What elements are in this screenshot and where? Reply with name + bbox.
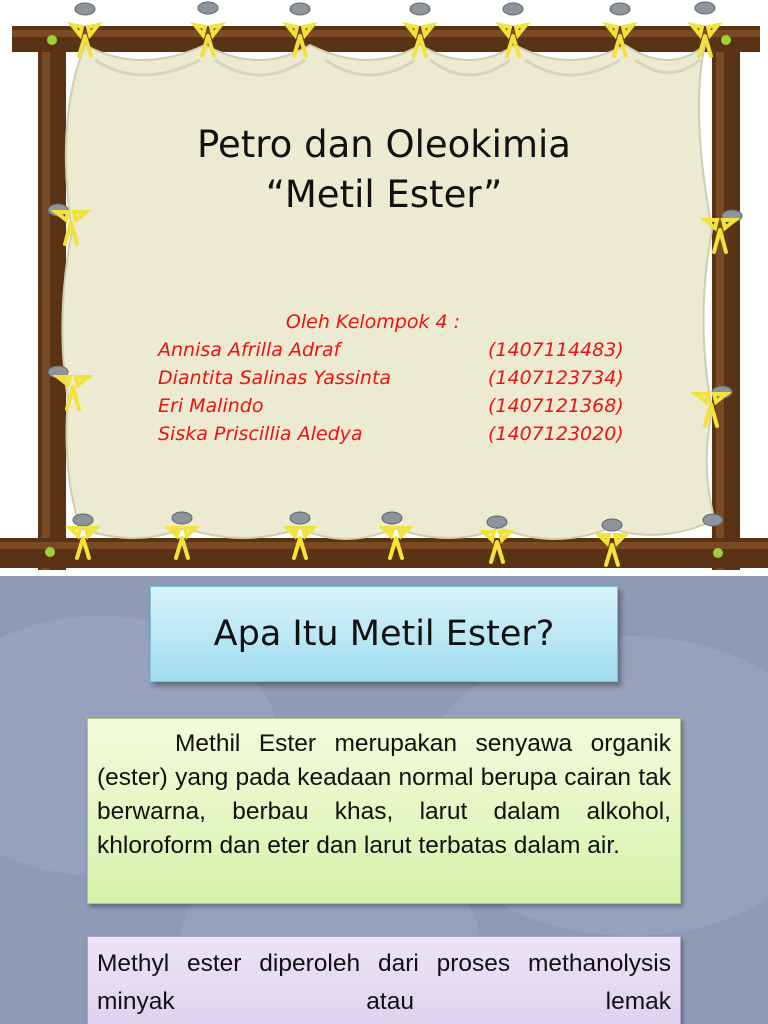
- member-name: Siska Priscillia Aledya: [158, 423, 363, 445]
- process-paragraph: Methyl ester diperoleh dari proses methanolysis minyak atau lemak: [87, 936, 681, 1024]
- group-heading: Oleh Kelompok 4 :: [285, 311, 461, 333]
- member-row: [158, 336, 628, 364]
- definition-paragraph: Methil Ester merupakan senyawa organik (ester) yang pada keadaan normal berupa cairan tak berwarna, berbau khas, larut dalam alkohol, khloroform dan eter dan larut terbatas dalam air.: [87, 718, 681, 904]
- member-row: [158, 364, 628, 392]
- content-slide: [0, 576, 768, 1024]
- member-nim: (1407121368): [488, 395, 624, 417]
- member-row: [158, 392, 628, 420]
- member-name: Eri Malindo: [158, 395, 264, 417]
- slide-heading: Apa Itu Metil Ester?: [150, 586, 618, 682]
- member-row: [158, 420, 628, 448]
- title-line-2: “Metil Ester”: [265, 173, 503, 216]
- group-members-block: [158, 308, 628, 448]
- member-name: Annisa Afrilla Adraf: [158, 339, 341, 361]
- member-nim: (1407123020): [488, 423, 624, 445]
- slide-title: [0, 120, 768, 220]
- member-name: Diantita Salinas Yassinta: [158, 367, 392, 389]
- title-line-1: Petro dan Oleokimia: [197, 123, 571, 166]
- member-nim: (1407114483): [488, 339, 624, 361]
- member-nim: (1407123734): [488, 367, 624, 389]
